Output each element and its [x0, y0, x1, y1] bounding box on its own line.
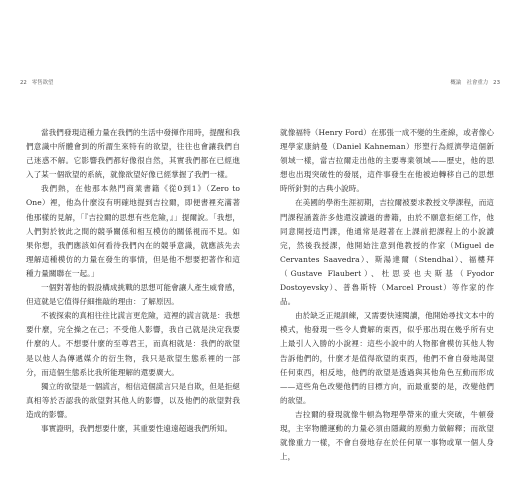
left-running-head-title: 零售欲望 — [31, 80, 54, 86]
right-page — [268, 0, 500, 500]
right-page-number: 23 — [493, 80, 500, 86]
left-paragraph: 當我們發現這種力量在我們的生活中發揮作用時，提醒和我們意識中所體會到的所謂生來特有的欲望，往往也會讓我們自己迷惑不解。它影響我們都好像很自然，其實我們都在已經進入了某一個欲望的系統，就像欲望好像已經掌握了我們一樣。 — [26, 128, 240, 180]
right-paragraph: 在美國的學術生涯初期，吉拉爾被要求教授文學課程，而這門課程涵蓋許多他還沒讀過的書籍，由於不願意拒絕工作，他同意開授這門課，他通常是趕著在上課前把課程上的小說讀完，然後我授課，他開始注意到他教授的作家（Miguel de Cervantes Saavedra）、斯湯達爾（Stendhal）、福樓拜（Gustave Flaubert）、杜思妥也夫斯基（Fyodor Dostoyevsky）、普魯斯特（Marcel Proust）等作家的作品。 — [280, 198, 494, 307]
left-paragraph: 不被探索的真相往往比謊言更危險，這裡的謊言就是：我想要什麼，完全操之在己；不受他人影響，我自己就是決定我要什麼的人。不想要什麼的至尊君王，而真相就是：我們的欲望是以他人為傳遞媒介的衍生物，我只是欲望生態系裡的一部分，而這個生態系比我所能理解的還要廣大。 — [26, 311, 240, 377]
left-paragraph: 我們熱，在他那本熱門商業書籍《從0到1》（Zero to One）裡，他為什麼沒有明確地提到吉拉爾，即便書裡充滿著他那樣的見解，「『吉拉爾的思想有些危險，』」提爾說。「我想，人們對於彼此之間的競爭關係和相互模仿的關係視而不見。如果你想，我們應該如何看待我們內在的競爭意識，就應該先去理解這種模仿的力量在發生的事情，但是他不想要把著作和這種力量關聯在一起。」 — [26, 184, 240, 278]
left-body-text — [26, 126, 240, 436]
left-running-head — [20, 78, 252, 88]
left-page-number: 22 — [20, 80, 27, 86]
left-paragraph: 獨立的欲望是一個謊言，相信這個謊言只是自欺，但是拒絕真相等於否認我的欲望對其他人的影響，以及他們的欲望對我造成的影響。 — [26, 381, 240, 419]
right-running-head-title: 概論 社會重力 — [450, 80, 489, 86]
right-running-head — [268, 78, 500, 88]
left-page — [20, 0, 252, 500]
right-paragraph: 吉拉爾的發現就像牛頓為物理學帶來的重大突破，牛頓發現，主宰物體運動的力量必須由隱藏的原動力做解釋；而欲望就像重力一樣，不會自發地存在於任何單一事物或單一個人身上， — [280, 409, 494, 462]
right-body-text — [280, 126, 494, 464]
right-paragraph: 由於缺乏正規訓練，又需要快速閱讀，他開始尋找文本中的模式，他發現一些令人費解的東西，似乎那出現在幾乎所有史上最引人入勝的小說裡：這些小說中的人物都會模仿其他人物告訴他們的，什麼才是值得欲望的東西，他們不會自發地渴望任何東西，相反地，他們的欲望是透過與其他角色互動而形成——這些角色改變他們的目標方向，而最重要的是，改變他們的欲望。 — [280, 311, 494, 405]
right-paragraph: 就像福特（Henry Ford）在那張一成不變的生產線，或者像心理學家康納曼（Daniel Kahneman）形塑行為經濟學這個新領域一樣，當吉拉爾走出他的主要專業領域——歷史，他的思想也出現突破性的發展，這件事發生在他被迫轉移自己的思想時所針對的古典小說時。 — [280, 128, 494, 194]
left-paragraph: 一個對著他的假設構成挑戰的思想可能會讓人產生威脅感，但這就是它值得仔細推敲的理由：了解原因。 — [26, 283, 240, 307]
left-paragraph: 事實證明，我們想要什麼，其重要性遠遠超過我們所知。 — [41, 423, 233, 433]
